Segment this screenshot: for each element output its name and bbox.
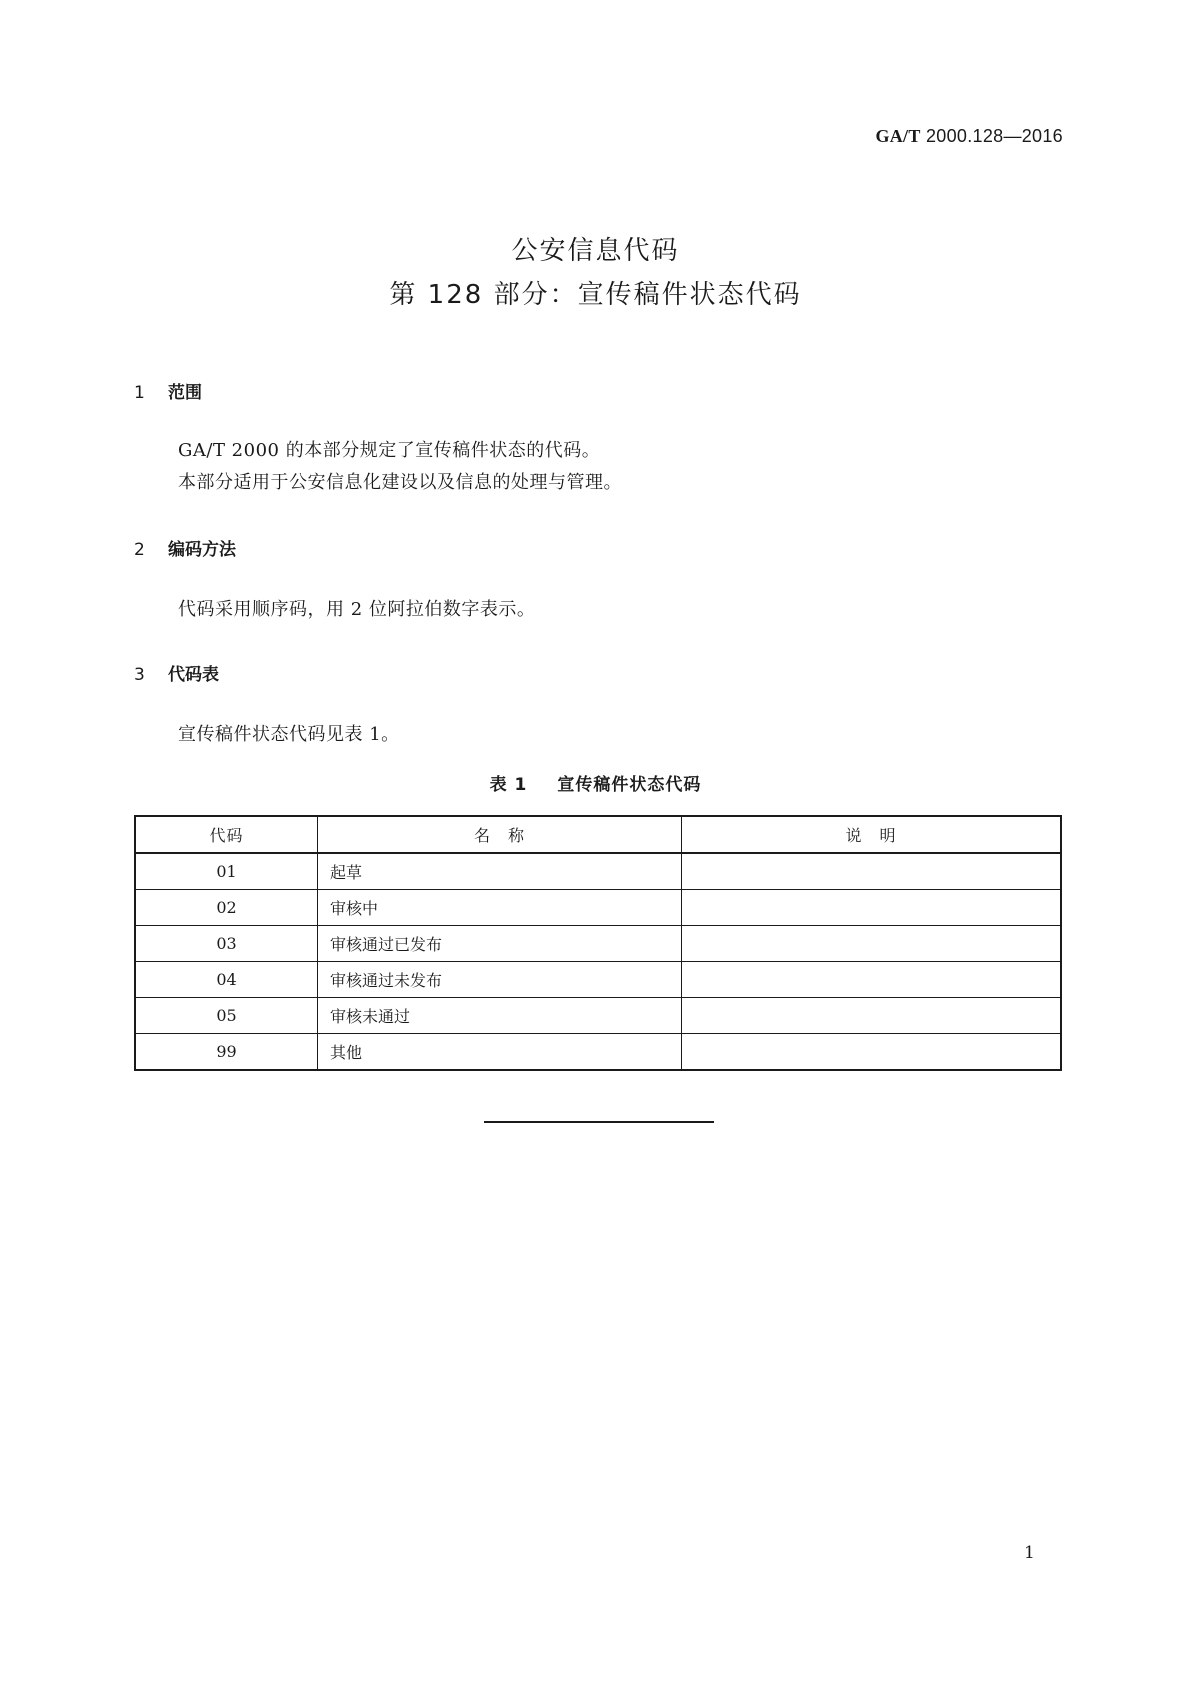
note-cell	[682, 926, 1062, 962]
code-cell: 04	[135, 962, 318, 998]
section-number: 3	[134, 665, 145, 685]
section-heading-coding-method	[134, 535, 236, 560]
table-row	[135, 1034, 1061, 1071]
section-heading-scope	[134, 378, 202, 403]
column-header-note: 说 明	[682, 816, 1062, 853]
name-cell: 审核未通过	[318, 998, 682, 1034]
table-caption-label: 表 1	[489, 775, 528, 795]
paragraph: GA/T 2000 的本部分规定了宣传稿件状态的代码。	[178, 440, 601, 461]
section-number: 1	[134, 383, 145, 403]
status-code-table	[134, 815, 1062, 1071]
name-cell: 其他	[318, 1034, 682, 1071]
name-cell: 审核通过未发布	[318, 962, 682, 998]
end-of-document-rule	[484, 1121, 714, 1123]
column-header-name: 名 称	[318, 816, 682, 853]
section-number: 2	[134, 540, 145, 560]
code-cell: 03	[135, 926, 318, 962]
table-row	[135, 998, 1061, 1034]
table-caption-title: 宣传稿件状态代码	[557, 775, 702, 795]
table-row	[135, 926, 1061, 962]
note-cell	[682, 998, 1062, 1034]
document-subtitle: 第 128 部分：宣传稿件状态代码	[389, 280, 802, 310]
column-header-code: 代码	[135, 816, 318, 853]
paragraph: 代码采用顺序码，用 2 位阿拉伯数字表示。	[178, 599, 536, 620]
section-heading-code-table	[134, 660, 219, 685]
code-cell: 01	[135, 853, 318, 890]
table-row	[135, 853, 1061, 890]
code-cell: 02	[135, 890, 318, 926]
table-header-row	[135, 816, 1061, 853]
name-cell: 审核通过已发布	[318, 926, 682, 962]
page-number: 1	[1024, 1543, 1035, 1563]
code-cell: 05	[135, 998, 318, 1034]
name-cell: 起草	[318, 853, 682, 890]
section-title: 编码方法	[168, 540, 236, 560]
standard-prefix: GA/T	[875, 126, 921, 146]
table-row	[135, 962, 1061, 998]
paragraph: 本部分适用于公安信息化建设以及信息的处理与管理。	[178, 472, 622, 493]
document-title: 公安信息代码	[511, 236, 680, 266]
section-title: 范围	[168, 383, 202, 403]
note-cell	[682, 1034, 1062, 1071]
table-row	[135, 890, 1061, 926]
paragraph: 宣传稿件状态代码见表 1。	[178, 724, 400, 745]
name-cell: 审核中	[318, 890, 682, 926]
table-caption	[0, 770, 1191, 795]
note-cell	[682, 962, 1062, 998]
standard-code	[875, 126, 1063, 147]
standard-number: 2000.128—2016	[925, 126, 1063, 146]
note-cell	[682, 890, 1062, 926]
note-cell	[682, 853, 1062, 890]
code-cell: 99	[135, 1034, 318, 1071]
section-title: 代码表	[168, 665, 219, 685]
